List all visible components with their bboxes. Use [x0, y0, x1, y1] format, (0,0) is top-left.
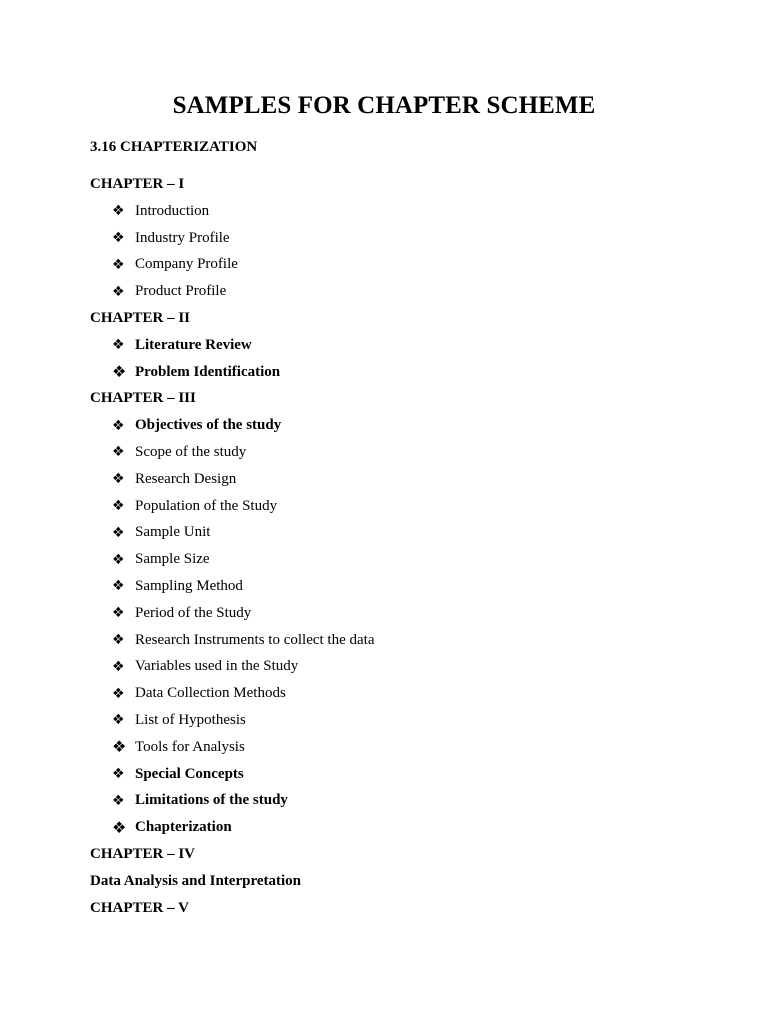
diamond-bullet-icon: ❖ — [112, 817, 127, 837]
diamond-bullet-icon: ❖ — [112, 256, 125, 273]
list-item-label: Product Profile — [135, 283, 227, 300]
list-item-label: Limitations of the study — [135, 792, 288, 809]
list-item-label: Special Concepts — [135, 765, 244, 782]
list-item — [90, 627, 710, 654]
document-body — [90, 138, 710, 921]
list-item — [90, 466, 710, 493]
diamond-bullet-icon: ❖ — [112, 712, 125, 729]
diamond-bullet-icon: ❖ — [112, 497, 125, 514]
list-item-label: Research Instruments to collect the data — [135, 631, 375, 648]
list-item-label: Objectives of the study — [135, 417, 282, 434]
list-item — [90, 493, 710, 520]
diamond-bullet-icon: ❖ — [112, 792, 125, 809]
list-item-label: List of Hypothesis — [135, 711, 246, 728]
diamond-bullet-icon: ❖ — [112, 229, 125, 246]
diamond-bullet-icon: ❖ — [112, 203, 125, 220]
list-item — [90, 198, 710, 225]
list-item — [90, 573, 710, 600]
chapter-heading: CHAPTER – I — [90, 176, 185, 192]
chapter-heading: CHAPTER – II — [90, 309, 191, 326]
chapter-list — [90, 171, 710, 921]
list-item-label: Variables used in the Study — [135, 658, 299, 675]
list-item — [90, 439, 710, 466]
list-item — [90, 412, 710, 439]
list-item — [90, 359, 710, 386]
diamond-bullet-icon: ❖ — [112, 765, 125, 782]
list-item — [90, 814, 710, 841]
list-item-label: Industry Profile — [135, 229, 230, 246]
diamond-bullet-icon: ❖ — [112, 658, 125, 675]
list-item-label: Introduction — [135, 202, 210, 219]
list-item-label: Sample Size — [135, 551, 210, 568]
diamond-bullet-icon: ❖ — [112, 524, 125, 541]
list-item — [90, 546, 710, 573]
list-item — [90, 225, 710, 252]
diamond-bullet-icon: ❖ — [112, 444, 125, 461]
list-item — [90, 251, 710, 278]
chapter-heading: CHAPTER – III — [90, 390, 196, 407]
list-item-label: Scope of the study — [135, 443, 247, 460]
list-item — [90, 734, 710, 761]
list-item — [90, 332, 710, 359]
list-item — [90, 761, 710, 788]
list-item-label: Company Profile — [135, 256, 238, 273]
list-item-label: Sample Unit — [135, 524, 211, 541]
list-item-label: Tools for Analysis — [135, 738, 245, 755]
diamond-bullet-icon: ❖ — [112, 737, 127, 757]
list-item-label: Sampling Method — [135, 577, 243, 594]
list-item-label: Research Design — [135, 470, 237, 487]
list-item — [90, 519, 710, 546]
list-item-label: Period of the Study — [135, 604, 252, 621]
diamond-bullet-icon: ❖ — [112, 471, 125, 488]
list-item-label: Population of the Study — [135, 497, 278, 514]
document-title: SAMPLES FOR CHAPTER SCHEME — [172, 92, 596, 119]
list-item — [90, 787, 710, 814]
section-subheading: 3.16 CHAPTERIZATION — [90, 139, 258, 155]
list-item — [90, 707, 710, 734]
diamond-bullet-icon: ❖ — [112, 685, 125, 702]
diamond-bullet-icon: ❖ — [112, 283, 125, 300]
list-item-label: Data Collection Methods — [135, 685, 286, 702]
diamond-bullet-icon: ❖ — [112, 337, 125, 354]
diamond-bullet-icon: ❖ — [112, 631, 125, 648]
list-item — [90, 653, 710, 680]
diamond-bullet-icon: ❖ — [112, 417, 125, 434]
diamond-bullet-icon: ❖ — [112, 605, 125, 622]
list-item — [90, 680, 710, 707]
list-item-label: Literature Review — [135, 336, 252, 353]
chapter-heading: Data Analysis and Interpretation — [90, 872, 301, 889]
list-item-label: Chapterization — [135, 819, 232, 836]
diamond-bullet-icon: ❖ — [112, 551, 125, 568]
diamond-bullet-icon: ❖ — [112, 361, 127, 381]
chapter-heading: CHAPTER – V — [90, 899, 189, 916]
diamond-bullet-icon: ❖ — [112, 578, 125, 595]
list-item — [90, 278, 710, 305]
list-item-label: Problem Identification — [135, 363, 281, 380]
list-item — [90, 600, 710, 627]
chapter-heading: CHAPTER – IV — [90, 845, 196, 862]
